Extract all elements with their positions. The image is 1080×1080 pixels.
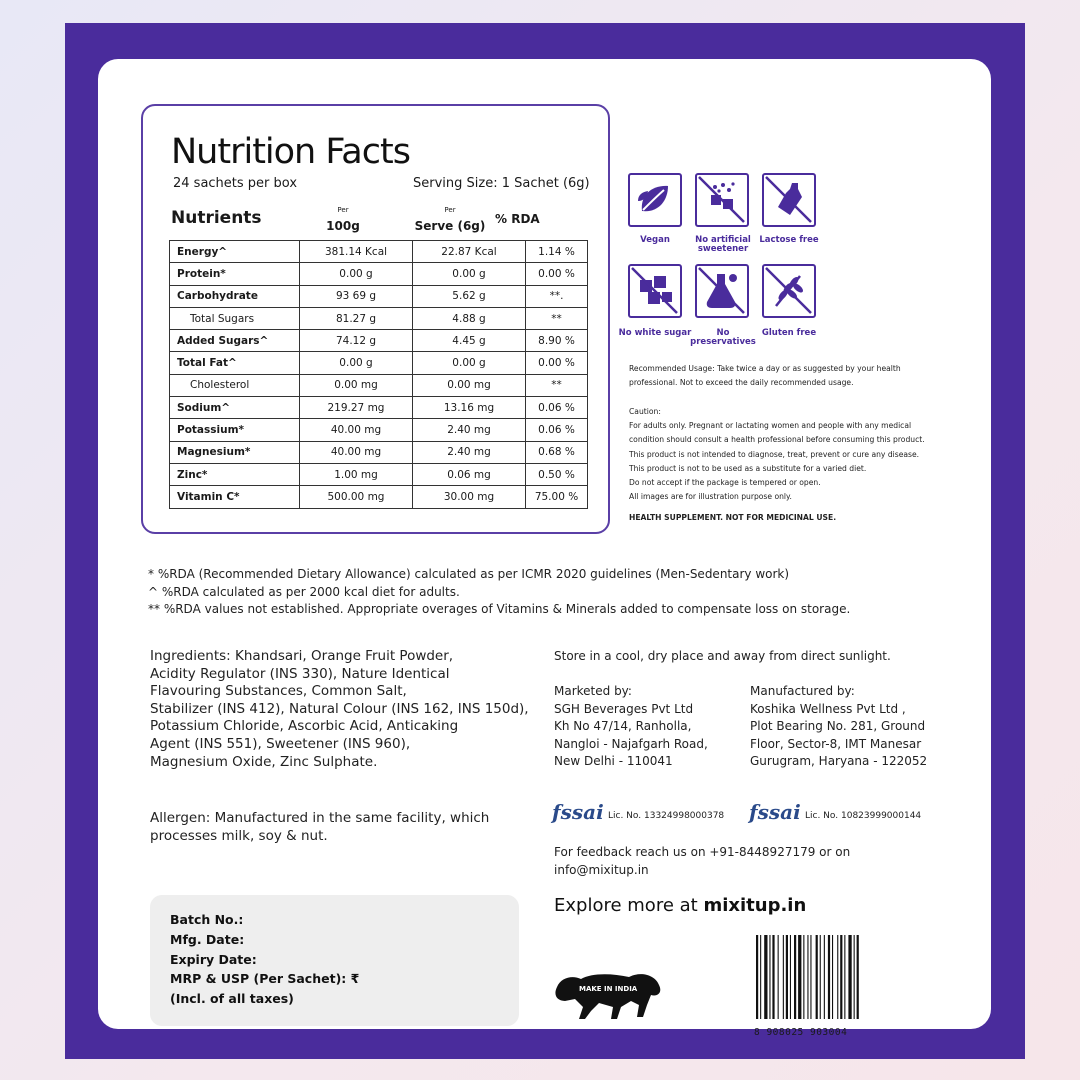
barcode-bar [844, 935, 845, 1019]
caution-block [629, 405, 925, 526]
badge-label-lactose-free: Lactose free [759, 235, 819, 245]
nutrient-name: Energy^ [170, 241, 300, 263]
feedback [554, 844, 850, 879]
per-serve-value: 0.06 mg [413, 463, 526, 485]
serving-size: Serving Size: 1 Sachet (6g) [413, 176, 590, 191]
flask-crossed-icon [695, 264, 749, 318]
website-link[interactable]: mixitup.in [703, 895, 807, 916]
barcode-number: 8 908025 903004 [754, 1027, 848, 1038]
nutrient-name: Carbohydrate [170, 285, 300, 307]
per-serve-value: 0.00 mg [413, 374, 526, 396]
feedback-line: For feedback reach us on +91-8448927179 or on [554, 845, 851, 859]
supplement-note: HEALTH SUPPLEMENT. NOT FOR MEDICINAL USE. [629, 513, 837, 523]
tax-note: (Incl. of all taxes) [170, 991, 294, 1006]
manufactured-line: Koshika Wellness Pvt Ltd , [750, 701, 906, 716]
rda-value: 0.00 % [526, 352, 588, 374]
barcode-bar [794, 935, 796, 1019]
header-per-serve-big: Serve (6g) [414, 219, 486, 233]
manufactured-line: Gurugram, Haryana - 122052 [750, 754, 928, 769]
nutrient-name: Potassium* [170, 419, 300, 441]
ingredients-line: Magnesium Oxide, Zinc Sulphate. [150, 753, 378, 770]
rda-value: 0.50 % [526, 463, 588, 485]
per-100g-value: 1.00 mg [300, 463, 413, 485]
table-row [170, 263, 588, 285]
barcode-bar [803, 935, 804, 1019]
make-in-india-text: MAKE IN INDIA [579, 985, 638, 993]
table-row [170, 486, 588, 508]
nutrient-name: Sodium^ [170, 397, 300, 419]
nutrient-name: Added Sugars^ [170, 330, 300, 352]
fssai-logo-text: fssai [552, 800, 604, 824]
barcode-bar [837, 935, 838, 1019]
ingredients-line: Ingredients: Khandsari, Orange Fruit Powder, [150, 648, 454, 664]
nutrition-facts-panel [141, 104, 610, 534]
per-100g-value: 81.27 g [300, 307, 413, 329]
allergen [150, 810, 489, 845]
explore-prefix: Explore more at [554, 895, 704, 916]
marketed-by [554, 683, 708, 771]
per-100g-value: 74.12 g [300, 330, 413, 352]
footnote: ^ %RDA calculated as per 2000 kcal diet for adults. [148, 585, 460, 599]
caution-line: Do not accept if the package is tempered or open. [629, 478, 821, 488]
per-100g-value: 0.00 mg [300, 374, 413, 396]
leaf-icon [628, 173, 682, 227]
nutrition-title: Nutrition Facts [171, 132, 410, 172]
allergen-line: Allergen: Manufactured in the same facility, which [150, 810, 490, 826]
per-100g-value: 93 69 g [300, 285, 413, 307]
sachets-per-box: 24 sachets per box [173, 176, 298, 191]
mfg-date: Mfg. Date: [170, 932, 245, 947]
caution-line: condition should consult a health professional before consuming this product. [629, 435, 925, 445]
table-row [170, 419, 588, 441]
barcode-bar [756, 935, 758, 1019]
badge-label-no-white-sugar: No white sugar [618, 328, 692, 338]
rda-value: ** [526, 307, 588, 329]
nutrient-name: Total Fat^ [170, 352, 300, 374]
header-per-100g-big: 100g [326, 219, 360, 233]
barcode-bar [764, 935, 767, 1019]
fssai-logo-text: fssai [749, 800, 801, 824]
barcode-bar [857, 935, 859, 1019]
recommended-usage [629, 362, 901, 390]
make-in-india-lion-icon [551, 967, 665, 1023]
table-row [170, 374, 588, 396]
nutrient-name: Cholesterol [170, 374, 300, 396]
per-100g-value: 40.00 mg [300, 441, 413, 463]
per-serve-value: 2.40 mg [413, 419, 526, 441]
table-row [170, 463, 588, 485]
outer-frame [65, 23, 1025, 1059]
per-serve-value: 2.40 mg [413, 441, 526, 463]
ingredients-line: Acidity Regulator (INS 330), Nature Identical [150, 665, 450, 682]
marketed-line: Nangloi - Najafgarh Road, [554, 736, 708, 751]
header-per-100g [293, 206, 393, 234]
barcode-bar [828, 935, 830, 1019]
fssai-logo [749, 800, 801, 824]
table-row [170, 285, 588, 307]
ingredients-line: Flavouring Substances, Common Salt, [150, 683, 407, 700]
ingredients-line: Agent (INS 551), Sweetener (INS 960), [150, 735, 411, 752]
table-row [170, 307, 588, 329]
manufactured-by [750, 683, 927, 771]
per-serve-value: 13.16 mg [413, 397, 526, 419]
per-serve-value: 5.62 g [413, 285, 526, 307]
fssai-logo [552, 800, 604, 824]
barcode-bar [824, 935, 825, 1019]
barcode-bar [810, 935, 811, 1019]
barcode-bar [760, 935, 761, 1019]
table-row [170, 397, 588, 419]
per-100g-value: 219.27 mg [300, 397, 413, 419]
batch-info-box [150, 895, 519, 1026]
marketed-line: Marketed by: [554, 684, 632, 698]
header-per-100g-small: Per [337, 206, 349, 214]
marketed-line: SGH Beverages Pvt Ltd [554, 701, 694, 716]
nutrition-table [169, 240, 588, 509]
rda-value: 0.00 % [526, 263, 588, 285]
per-serve-value: 0.00 g [413, 352, 526, 374]
barcode-bar [840, 935, 842, 1019]
caution-line: All images are for illustration purpose only. [629, 492, 792, 502]
barcode-bar [816, 935, 818, 1019]
rda-value: 0.68 % [526, 441, 588, 463]
label-card [98, 59, 991, 1038]
per-100g-value: 500.00 mg [300, 486, 413, 508]
per-serve-value: 4.45 g [413, 330, 526, 352]
per-serve-value: 0.00 g [413, 263, 526, 285]
table-row [170, 441, 588, 463]
manufactured-line: Floor, Sector-8, IMT Manesar [750, 736, 922, 751]
usage-line: professional. Not to exceed the daily recommended usage. [629, 378, 854, 388]
manufactured-line: Manufactured by: [750, 684, 855, 698]
per-serve-value: 4.88 g [413, 307, 526, 329]
barcode-bar [820, 935, 821, 1019]
usage-line: Recommended Usage: Take twice a day or as suggested by your health [629, 364, 901, 373]
rda-value: ** [526, 374, 588, 396]
sugar-cubes-crossed-icon [628, 264, 682, 318]
footnote: ** %RDA values not established. Appropriate overages of Vitamins & Minerals added to compensate loss on storage. [148, 602, 851, 616]
barcode-bar [854, 935, 855, 1019]
barcode-bar [807, 935, 808, 1019]
allergen-line: processes milk, soy & nut. [150, 827, 328, 844]
milk-bottle-crossed-icon [762, 173, 816, 227]
marketed-line: Kh No 47/14, Ranholla, [554, 719, 692, 734]
badge-label-no-preservatives: No preservatives [690, 328, 756, 347]
table-row [170, 352, 588, 374]
nutrient-name: Vitamin C* [170, 486, 300, 508]
per-100g-value: 381.14 Kcal [300, 241, 413, 263]
barcode-bar [769, 935, 770, 1019]
footnote: * %RDA (Recommended Dietary Allowance) calculated as per ICMR 2020 guidelines (Men-Sedentary work) [148, 567, 790, 581]
expiry-date: Expiry Date: [170, 952, 257, 967]
fssai-license: Lic. No. 10823999000144 [805, 811, 922, 821]
rda-value: 1.14 % [526, 241, 588, 263]
barcode-bar [772, 935, 774, 1019]
barcode-bar [832, 935, 833, 1019]
rda-value: 8.90 % [526, 330, 588, 352]
header-per-serve [400, 206, 500, 234]
ingredients-line: Stabilizer (INS 412), Natural Colour (INS 162, INS 150d), [150, 700, 529, 717]
badge-label-gluten-free: Gluten free [761, 328, 817, 338]
per-serve-value: 22.87 Kcal [413, 241, 526, 263]
nutrient-name: Total Sugars [170, 307, 300, 329]
per-100g-value: 0.00 g [300, 352, 413, 374]
storage-instructions: Store in a cool, dry place and away from direct sunlight. [554, 649, 891, 663]
nutrient-name: Magnesium* [170, 441, 300, 463]
rda-value: 0.06 % [526, 419, 588, 441]
nutrient-name: Protein* [170, 263, 300, 285]
sweetener-crossed-icon [695, 173, 749, 227]
ingredients-line: Potassium Chloride, Ascorbic Acid, Anticaking [150, 718, 459, 735]
manufactured-line: Plot Bearing No. 281, Ground [750, 719, 926, 734]
per-serve-value: 30.00 mg [413, 486, 526, 508]
caution-line: This product is not intended to diagnose, treat, prevent or cure any disease. [629, 449, 920, 459]
header-nutrients: Nutrients [171, 208, 262, 228]
barcode-icon [752, 931, 876, 1027]
mrp: MRP & USP (Per Sachet): ₹ [170, 971, 360, 986]
barcode-bar [848, 935, 851, 1019]
table-row [170, 241, 588, 263]
table-row [170, 330, 588, 352]
caution-line: This product is not to be used as a substitute for a varied diet. [629, 463, 867, 473]
badge-label-no-artificial-sweetener: No artificial sweetener [695, 235, 751, 254]
feedback-email: info@mixitup.in [554, 862, 649, 877]
barcode-bar [783, 935, 784, 1019]
barcode-bar [790, 935, 791, 1019]
per-100g-value: 0.00 g [300, 263, 413, 285]
marketed-line: New Delhi - 110041 [554, 754, 673, 769]
barcode-bar [798, 935, 801, 1019]
wheat-crossed-icon [762, 264, 816, 318]
nutrient-name: Zinc* [170, 463, 300, 485]
caution-heading: Caution: [629, 407, 661, 416]
explore-more [554, 895, 806, 916]
barcode-bar [778, 935, 779, 1019]
badge-label-vegan: Vegan [640, 235, 670, 245]
ingredients [150, 648, 529, 771]
rda-value: **. [526, 285, 588, 307]
batch-number: Batch No.: [170, 912, 244, 927]
header-rda: % RDA [495, 212, 540, 226]
fssai-license: Lic. No. 13324998000378 [608, 811, 725, 821]
rda-value: 75.00 % [526, 486, 588, 508]
header-per-serve-small: Per [444, 206, 456, 214]
rda-value: 0.06 % [526, 397, 588, 419]
caution-line: For adults only. Pregnant or lactating women and people with any medical [629, 421, 912, 431]
barcode-bar [786, 935, 788, 1019]
per-100g-value: 40.00 mg [300, 419, 413, 441]
